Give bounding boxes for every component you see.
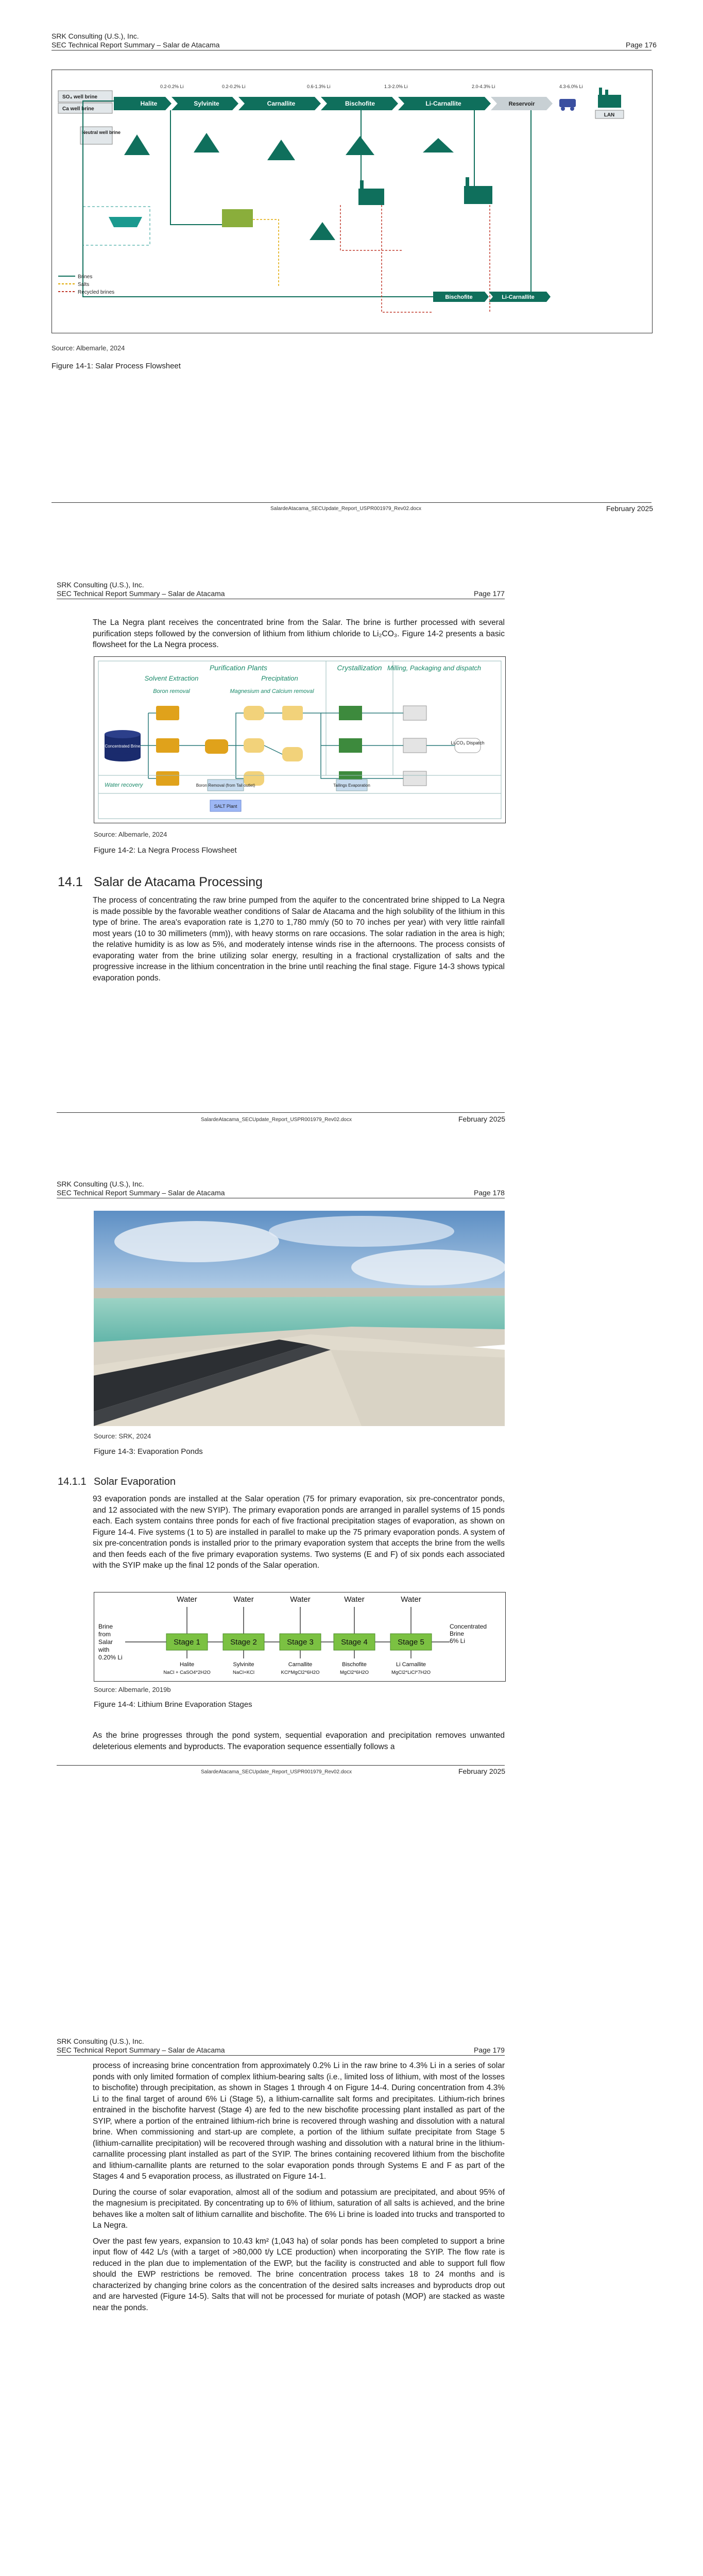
conc-label-4: 2.0-4.3% Li (472, 84, 495, 89)
water-label-2: Water (290, 1595, 311, 1604)
tailings-label: Tailings Evaporation (333, 783, 370, 788)
footer-file: SalardeAtacama_SECUpdate_Report_USPR001979_Rev02.docx (201, 1117, 352, 1123)
boron-tail-label: Boron Removal (from Tail outlet) (196, 783, 255, 788)
conc-label-5: 4.3-6.0% Li (559, 84, 583, 89)
header-company: SRK Consulting (U.S.), Inc. (57, 2037, 144, 2045)
salt-plant-label: SALT Plant (214, 804, 237, 809)
water-recovery-label: Water recovery (105, 782, 143, 788)
footer-date: February 2025 (606, 504, 654, 513)
so4-brine-label: SO₄ well brine (62, 94, 98, 100)
salt-0: Halite (179, 1662, 195, 1668)
legend-brines: Brines (78, 274, 93, 280)
footer-file: SalardeAtacama_SECUpdate_Report_USPR001979_Rev02.docx (270, 506, 421, 512)
water-label-4: Water (401, 1595, 421, 1604)
brine-in-2: Salar (98, 1638, 113, 1646)
solvent-label: Solvent Extraction (144, 674, 199, 682)
paragraph: The La Negra plant receives the concentrated brine from the Salar. The brine is further processed with several purification steps followed by the conversion of lithium from lithium chloride to Li₂CO₃. Figure 14-2 presents a basic flowsheet for the La Negra process. (93, 618, 505, 649)
brine-in-0: Brine (98, 1623, 113, 1630)
brine-out-2: 6% Li (450, 1637, 466, 1645)
brine-in-3: with (98, 1646, 110, 1653)
header-company: SRK Consulting (U.S.), Inc. (57, 1180, 144, 1188)
paragraph: During the course of solar evaporation, almost all of the sodium and potassium are precipitated, and about 95% of the magnesium is precipitated. By concentrating up to 6% of lithium, saturation of all salts is achieved, and the brine behaves like a molten salt of lithium carnallite and bischofite. The 6% Li brine is loaded into trucks and transported to La Negra. (93, 2188, 505, 2230)
salt-2: Carnallite (288, 1662, 313, 1668)
reservoir-label: Reservoir (508, 101, 535, 107)
figure-la-negra-flowsheet (94, 656, 506, 823)
water-label-3: Water (344, 1595, 365, 1604)
lan-plant-icon (598, 88, 621, 108)
paragraph: Over the past few years, expansion to 10.43 km² (1,043 ha) of solar ponds has been completed to support a brine input flow of 442 L/s (with a target of >80,000 t/y LCE production) when incorporating the SYIP. The flow rate is reduced in the plan due to implementation of the EWP, but the facility is constructed and able to support full flow should the EWP restrictions be removed. The brine concentration process takes 18 to 24 months and is characterized by changing brine colors as the concentration of the desired salts increases and byproducts drop out and are harvested (Figure 14-5). Salts that will not be processed for muriate of potash (MOP) are stacked as waste near the ponds. (93, 2236, 505, 2312)
legend-recycled: Recycled brines (78, 290, 115, 295)
figure-caption: Figure 14-1: Salar Process Flowsheet (52, 362, 181, 370)
photo-evaporation-ponds (94, 1211, 505, 1426)
purification-label: Purification Plants (209, 664, 268, 672)
neutral-brine-label: Neutral well brine (82, 130, 121, 135)
bottom-li-carnallite: Li-Carnallite (502, 294, 535, 300)
formula-1: NaCl+KCl (233, 1670, 254, 1675)
crystal-label: Crystallization (337, 664, 382, 672)
figure-salar-process-flowsheet (52, 70, 653, 333)
page-number: Page 177 (474, 589, 505, 598)
bottom-bischofite: Bischofite (445, 294, 473, 300)
header-company: SRK Consulting (U.S.), Inc. (52, 32, 139, 40)
page-number: Page 176 (626, 41, 657, 49)
figure-source: Source: Albemarle, 2024 (52, 344, 125, 352)
section-number: 14.1 (58, 875, 83, 889)
figure-source: Source: SRK, 2024 (94, 1432, 151, 1440)
figure-evaporation-stages (94, 1592, 506, 1682)
brine-out-0: Concentrated (450, 1623, 487, 1630)
paragraph-group (93, 2060, 505, 2318)
bischofite-plant-icon (358, 180, 384, 205)
figure-source: Source: Albemarle, 2024 (94, 831, 167, 838)
salt-3: Bischofite (342, 1662, 367, 1668)
formula-0: NaCl + CaSO4*2H2O (163, 1670, 211, 1675)
paragraph: As the brine progresses through the pond system, sequential evaporation and precipitation removes unwanted deleterious elements and byproducts. The evaporation sequence essentially follows a (93, 1731, 505, 1751)
brine-out-1: Brine (450, 1630, 465, 1637)
mg-label: Magnesium and Calcium removal (230, 688, 314, 694)
figure-caption: Figure 14-4: Lithium Brine Evaporation Stages (94, 1700, 252, 1709)
stage-2: Stage 2 (230, 1638, 257, 1647)
boron-label: Boron removal (153, 688, 190, 694)
header-report-title: SEC Technical Report Summary – Salar de Atacama (52, 41, 220, 49)
stage-halite: Halite (140, 100, 158, 107)
li2co3-dispatch: Li₂CO₃ Dispatch (451, 740, 485, 745)
conc-label-1: 0.2-0.2% Li (222, 84, 246, 89)
footer-date: February 2025 (458, 1115, 506, 1123)
stage-carnallite: Carnallite (267, 100, 296, 107)
water-label-1: Water (233, 1595, 254, 1604)
header-report-title: SEC Technical Report Summary – Salar de Atacama (57, 1189, 225, 1197)
formula-4: MgCl2*LiCl*7H2O (391, 1670, 431, 1675)
page-number: Page 179 (474, 2046, 505, 2054)
figure-source: Source: Albemarle, 2019b (94, 1686, 171, 1693)
truck-icon (559, 99, 576, 111)
figure-caption: Figure 14-3: Evaporation Ponds (94, 1447, 203, 1456)
paragraph: The process of concentrating the raw brine pumped from the aquifer to the concentrated brine shipped to La Negra is made possible by the favorable weather conditions of Salar de Atacama and the high solubility of the lithium in this type of brine. The area's evaporation rate is 1,270 to 1,780 mm/y (50 to 70 inches per year) with very little rainfall most years (10 to 30 millimeters (mm)), with heavy storms on rare occasions. The solar radiation in the area is high; the relative humidity is as low as 5%, and moderately intense winds rise in the afternoons. The process consists of evaporating water from the brine utilizing solar energy, resulting in a fractional crystallization of salts and the progressive increase in the lithium concentration in the brine until reaching the final stage. Figure 14-3 shows typical evaporation ponds. (93, 896, 505, 982)
precip-label: Precipitation (261, 674, 298, 682)
salt-1: Sylvinite (233, 1662, 254, 1668)
water-label-0: Water (177, 1595, 197, 1604)
footer-file: SalardeAtacama_SECUpdate_Report_USPR001979_Rev02.docx (201, 1769, 352, 1775)
formula-3: MgCl2*6H2O (340, 1670, 369, 1675)
stage-sylvinite: Sylvinite (194, 100, 219, 107)
stage-bischofite: Bischofite (345, 100, 375, 107)
stage-li-carnallite: Li-Carnallite (425, 100, 461, 107)
header-report-title: SEC Technical Report Summary – Salar de Atacama (57, 2046, 225, 2054)
li-carnallite-plant-icon (464, 177, 492, 204)
brine-in-label: Concentrated Brine (105, 744, 141, 749)
page-number: Page 178 (474, 1189, 505, 1197)
stage-1: Stage 1 (174, 1638, 200, 1647)
section-title: Salar de Atacama Processing (94, 875, 263, 889)
conc-label-0: 0.2-0.2% Li (160, 84, 184, 89)
conc-label-2: 0.6-1.3% Li (307, 84, 331, 89)
milling-label: Milling, Packaging and dispatch (387, 664, 482, 672)
potash-plant-icon (222, 209, 253, 227)
salt-4: Li Carnallite (396, 1662, 426, 1668)
footer-date: February 2025 (458, 1767, 506, 1775)
legend-salts: Salts (78, 282, 90, 287)
lan-label: LAN (604, 112, 615, 118)
header-report-title: SEC Technical Report Summary – Salar de Atacama (57, 589, 225, 598)
brine-in-4: 0.20% Li (98, 1654, 123, 1661)
figure-caption: Figure 14-2: La Negra Process Flowsheet (94, 846, 237, 855)
subsection-title: Solar Evaporation (94, 1476, 176, 1487)
ca-brine-label: Ca well brine (62, 106, 94, 112)
conc-label-3: 1.3-2.0% Li (384, 84, 408, 89)
stage-3: Stage 3 (287, 1638, 314, 1647)
stage-5: Stage 5 (398, 1638, 424, 1647)
header-company: SRK Consulting (U.S.), Inc. (57, 581, 144, 589)
stage-4: Stage 4 (341, 1638, 368, 1647)
subsection-number: 14.1.1 (58, 1476, 87, 1487)
paragraph: 93 evaporation ponds are installed at the Salar operation (75 for primary evaporation, six pre-concentrator ponds, and 12 associated with the new SYIP). The primary evaporation ponds are arranged in parallel systems of 15 ponds each. Each system contains three ponds for each of five fractional precipitation stages of evaporation, as shown on Figure 14-4. Five systems (1 to 5) are installed in parallel to make up the 75 primary evaporation ponds. A system of six pre-concentration ponds is installed prior to the primary evaporation system that accepts the brine from the wells and then feeds each of the five primary evaporation systems. Two systems (E and F) of six ponds each associated with the SYIP make up the final 12 ponds of the Salar operation. (93, 1495, 505, 1570)
brine-in-1: from (98, 1631, 111, 1638)
paragraph: process of increasing brine concentration from approximately 0.2% Li in the raw brine to 4.3% Li in a series of solar ponds with only limited formation of complex lithium-bearing salts (i.e., limited loss of lithium, with most of the losses to bischofite) through precipitation, as shown in Stages 1 through 4 on Figure 14-4. During concentration from 4.3% Li to the final target of around 6% Li (Stage 5), a lithium-carnallite salt forms and precipitates. Lithium-rich brines entrained in the bischofite harvest (Stage 4) are fed to the new bischofite processing plant installed as part of the SYIP, where a portion of the entrained lithium-rich brine is recovered through washing and dissolution with a natural brine. When commissioning and start-up are complete, a portion of the lithium sulfate precipitate from Stage 5 (lithium-carnallite precipitation) will be recovered through washing and dissolution with a natural brine in the lithium-carnallite processing plant installed as part of the SYIP. The brines containing recovered lithium from the bischofite and lithium-carnallite plants are returned to the solar evaporation ponds through Systems E and F as part of the Stages 4 and 5 evaporation process, as illustrated on Figure 14-1. (93, 2061, 505, 2181)
formula-2: KCl*MgCl2*6H2O (281, 1670, 320, 1675)
